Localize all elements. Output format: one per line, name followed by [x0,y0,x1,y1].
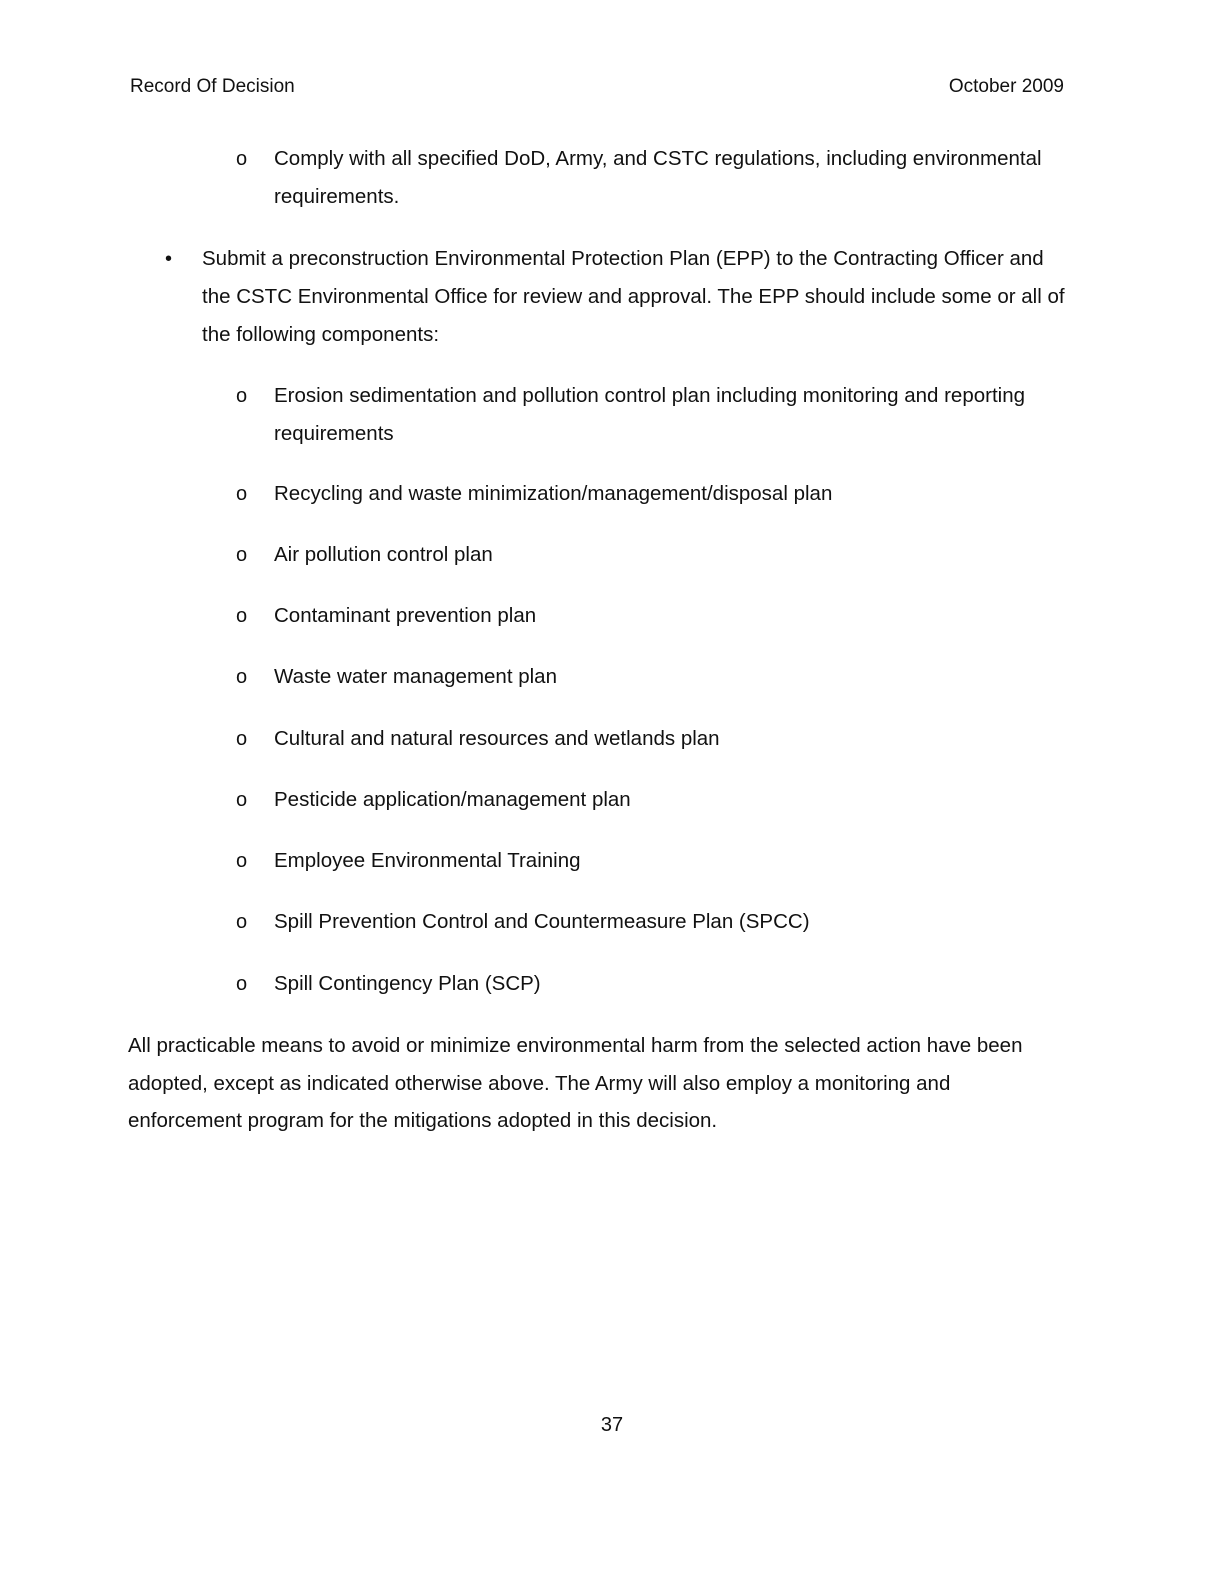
list-item [236,965,1056,1003]
bullet-item-text: Submit a preconstruction Environmental Protection Plan (EPP) to the Contracting Officer and the CSTC Environmental Office for review and approval. The EPP should include some or all of the following components: [202,247,1065,346]
list-item [236,536,1056,574]
list-item [236,842,1056,880]
list-item [236,475,1056,513]
hollow-bullet-icon: o [236,483,248,505]
list-item [236,377,1056,453]
hollow-bullet-icon: o [236,973,248,995]
hollow-bullet-icon: o [236,789,248,811]
list-item-text: Spill Prevention Control and Countermeasure Plan (SPCC) [274,910,810,933]
list-item-text: Recycling and waste minimization/management/disposal plan [274,482,833,505]
list-item-text: Spill Contingency Plan (SCP) [274,972,541,995]
list-item [236,597,1056,635]
hollow-bullet-icon: o [236,666,248,688]
list-item-text: Contaminant prevention plan [274,604,537,627]
header-title: Record Of Decision [130,76,295,97]
bullet-item [165,240,1065,354]
list-item-text: Air pollution control plan [274,543,493,566]
list-item [236,903,1056,941]
filled-bullet-icon: • [165,248,173,270]
list-item [236,658,1056,696]
header-date: October 2009 [948,76,1064,97]
list-item-text: Waste water management plan [274,665,557,688]
list-item-text: Cultural and natural resources and wetlands plan [274,727,720,750]
list-item-text: Employee Environmental Training [274,849,581,872]
hollow-bullet-icon: o [236,544,248,566]
list-item [236,720,1056,758]
list-item-text: Erosion sedimentation and pollution control plan including monitoring and reporting requirements [274,384,1026,445]
list-item [236,781,1056,819]
hollow-bullet-icon: o [236,728,248,750]
page-number: 37 [600,1414,624,1436]
hollow-bullet-icon: o [236,850,248,872]
hollow-bullet-icon: o [236,605,248,627]
list-item [236,140,1056,216]
list-item-text: Comply with all specified DoD, Army, and CSTC regulations, including environmental requirements. [274,147,1042,208]
hollow-bullet-icon: o [236,911,248,933]
closing-paragraph: All practicable means to avoid or minimize environmental harm from the selected action have been adopted, except as indicated otherwise above. The Army will also employ a monitoring and enforcement program for the mitigations adopted in this decision. [128,1034,1023,1132]
hollow-bullet-icon: o [236,385,248,407]
list-item-text: Pesticide application/management plan [274,788,631,811]
hollow-bullet-icon: o [236,148,248,170]
